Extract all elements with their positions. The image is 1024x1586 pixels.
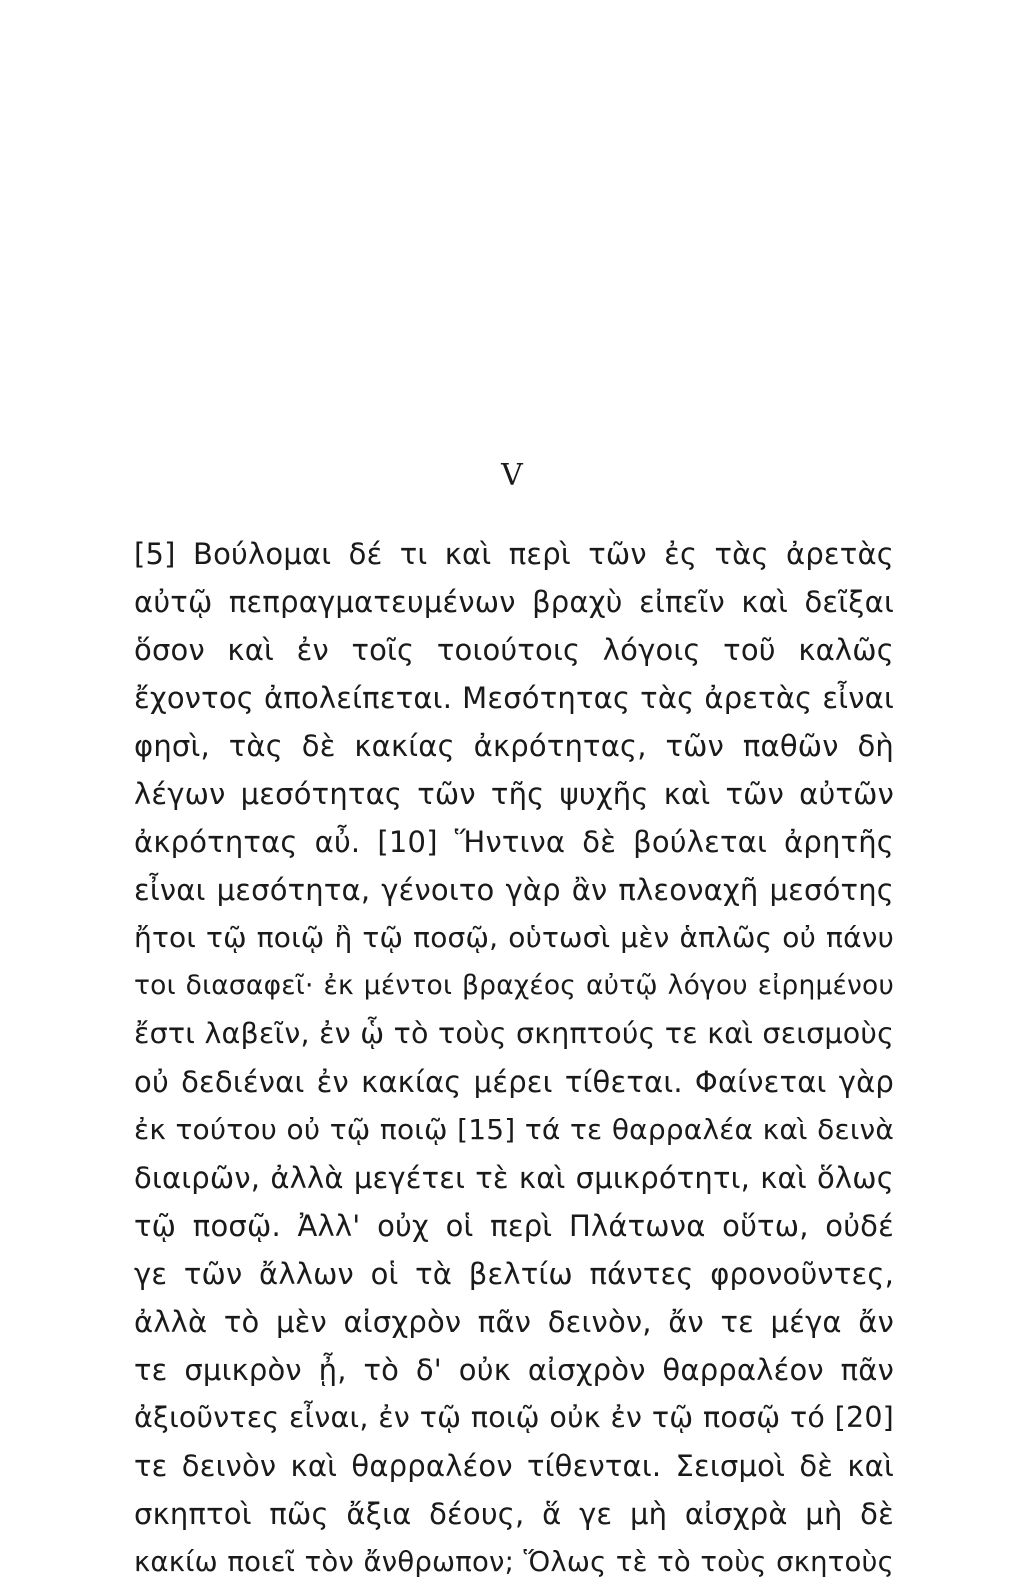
text-line: σκηπτοὶ πῶς ἄξια δέους, ἅ γε μὴ αἰσχρὰ μὴ δὲ — [134, 1497, 894, 1531]
text-line: κακίω ποιεῖ τὸν ἄνθρωπον; Ὅλως τὲ τὸ τοὺς σκητοὺς — [134, 1546, 894, 1578]
text-line: ἤτοι τῷ ποιῷ ἢ τῷ ποσῷ, οὑτωσὶ μὲν ἁπλῶς οὐ πάνυ — [134, 921, 894, 954]
text-line: τῷ ποσῷ. Ἀλλ' οὐχ οἱ περὶ Πλάτωνα οὕτω, οὐδέ — [134, 1209, 894, 1243]
text-line: γε τῶν ἄλλων οἱ τὰ βελτίω πάντες φρονοῦντες, — [134, 1257, 894, 1291]
text-line: ὅσον καὶ ἐν τοῖς τοιούτοις λόγοις τοῦ καλῶς — [134, 633, 894, 667]
text-line: ἐκ τούτου οὐ τῷ ποιῷ [15] τά τε θαρραλέα καὶ δεινὰ — [134, 1113, 894, 1146]
text-line: ἔχοντος ἀπολείπεται. Μεσότητας τὰς ἀρετὰς εἶναι — [134, 681, 894, 715]
text-line: λέγων μεσότητας τῶν τῆς ψυχῆς καὶ τῶν αὐτῶν — [134, 777, 894, 811]
text-line: [5] Βούλομαι δέ τι καὶ περὶ τῶν ἐς τὰς ἀρετὰς — [134, 537, 894, 571]
text-line: τοι διασαφεῖ· ἐκ μέντοι βραχέος αὐτῷ λόγου εἰρημένου — [134, 970, 894, 1001]
text-line: ἀκρότητας αὖ. [10] Ἥντινα δὲ βούλεται ἀρητῆς — [134, 825, 894, 859]
text-line: φησὶ, τὰς δὲ κακίας ἀκρότητας, τῶν παθῶν δὴ — [134, 729, 894, 763]
chapter-heading: V — [501, 458, 523, 493]
text-line: αὐτῷ πεπραγματευμένων βραχὺ εἰπεῖν καὶ δεῖξαι — [134, 585, 894, 619]
text-line: τε δεινὸν καὶ θαρραλέον τίθενται. Σεισμοὶ δὲ καὶ — [134, 1449, 894, 1483]
text-line: οὐ δεδιέναι ἐν κακίας μέρει τίθεται. Φαίνεται γὰρ — [134, 1065, 894, 1099]
text-line: ἀλλὰ τὸ μὲν αἰσχρὸν πᾶν δεινὸν, ἄν τε μέγα ἄν — [134, 1305, 894, 1339]
text-line: ἔστι λαβεῖν, ἐν ᾧ τὸ τοὺς σκηπτούς τε καὶ σεισμοὺς — [134, 1017, 894, 1050]
text-line: εἶναι μεσότητα, γένοιτο γὰρ ἂν πλεοναχῆ μεσότης — [134, 873, 894, 907]
text-line: διαιρῶν, ἀλλὰ μεγέτει τὲ καὶ σμικρότητι, καὶ ὅλως — [134, 1161, 894, 1195]
text-line: ἀξιοῦντες εἶναι, ἐν τῷ ποιῷ οὐκ ἐν τῷ ποσῷ τό [20] — [134, 1401, 894, 1434]
body-text — [134, 530, 894, 1586]
text-line: τε σμικρὸν ᾖ, τὸ δ' οὐκ αἰσχρὸν θαρραλέον πᾶν — [134, 1353, 894, 1387]
